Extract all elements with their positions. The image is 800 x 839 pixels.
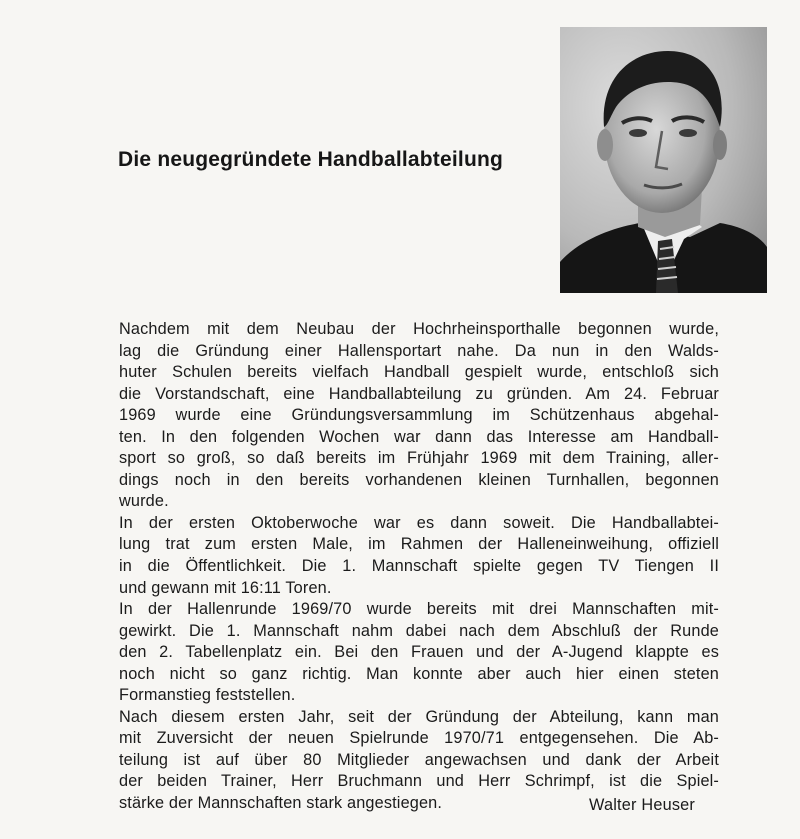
author-signature: Walter Heuser bbox=[589, 796, 696, 814]
author-portrait-photo bbox=[560, 27, 767, 293]
body-line: Formanstieg feststellen. bbox=[119, 686, 296, 705]
body-line: noch nicht so ganz richtig. Man konnte aber auch hier einen steten bbox=[119, 664, 719, 683]
portrait-icon bbox=[560, 27, 767, 293]
body-line: lung trat zum ersten Male, im Rahmen der Halleneinweihung, offiziell bbox=[119, 535, 719, 554]
body-line: mit Zuversicht der neuen Spielrunde 1970/71 entgegensehen. Die Ab- bbox=[119, 729, 719, 748]
body-line: Nach diesem ersten Jahr, seit der Gründung der Abteilung, kann man bbox=[119, 707, 719, 726]
article-body bbox=[119, 319, 719, 815]
body-line: 1969 wurde eine Gründungsversammlung im Schützenhaus abgehal- bbox=[119, 406, 719, 425]
body-line: teilung ist auf über 80 Mitglieder angewachsen und dank der Arbeit bbox=[119, 750, 719, 769]
body-line: stärke der Mannschaften stark angestiegen. bbox=[119, 794, 443, 813]
body-line: Nachdem mit dem Neubau der Hochrheinsporthalle begonnen wurde, bbox=[119, 320, 719, 338]
body-line: die Vorstandschaft, eine Handballabteilung zu gründen. Am 24. Februar bbox=[119, 384, 719, 403]
body-line: der beiden Trainer, Herr Bruchmann und Herr Schrimpf, ist die Spiel- bbox=[119, 772, 719, 791]
body-line: ten. In den folgenden Wochen war dann das Interesse am Handball- bbox=[119, 427, 719, 446]
body-line: dings noch in den bereits vorhandenen kleinen Turnhallen, begonnen bbox=[119, 470, 719, 489]
article-title: Die neugegründete Handballabteilung bbox=[118, 148, 504, 171]
body-line: lag die Gründung einer Hallensportart nahe. Da nun in den Walds- bbox=[119, 341, 719, 360]
body-line: den 2. Tabellenplatz ein. Bei den Frauen und der A-Jugend klappte es bbox=[119, 643, 719, 662]
body-line: und gewann mit 16:11 Toren. bbox=[119, 578, 332, 597]
body-line: gewirkt. Die 1. Mannschaft nahm dabei nach dem Abschluß der Runde bbox=[119, 621, 719, 640]
body-line: huter Schulen bereits vielfach Handball gespielt wurde, entschloß sich bbox=[119, 363, 719, 382]
body-line: in die Öffentlichkeit. Die 1. Mannschaft spielte gegen TV Tiengen II bbox=[119, 557, 719, 576]
body-line: In der ersten Oktoberwoche war es dann soweit. Die Handballabtei- bbox=[119, 513, 719, 532]
body-line: In der Hallenrunde 1969/70 wurde bereits mit drei Mannschaften mit- bbox=[119, 600, 719, 619]
body-line: wurde. bbox=[119, 492, 169, 511]
body-line: sport so groß, so daß bereits im Frühjahr 1969 mit dem Training, aller- bbox=[119, 449, 719, 468]
